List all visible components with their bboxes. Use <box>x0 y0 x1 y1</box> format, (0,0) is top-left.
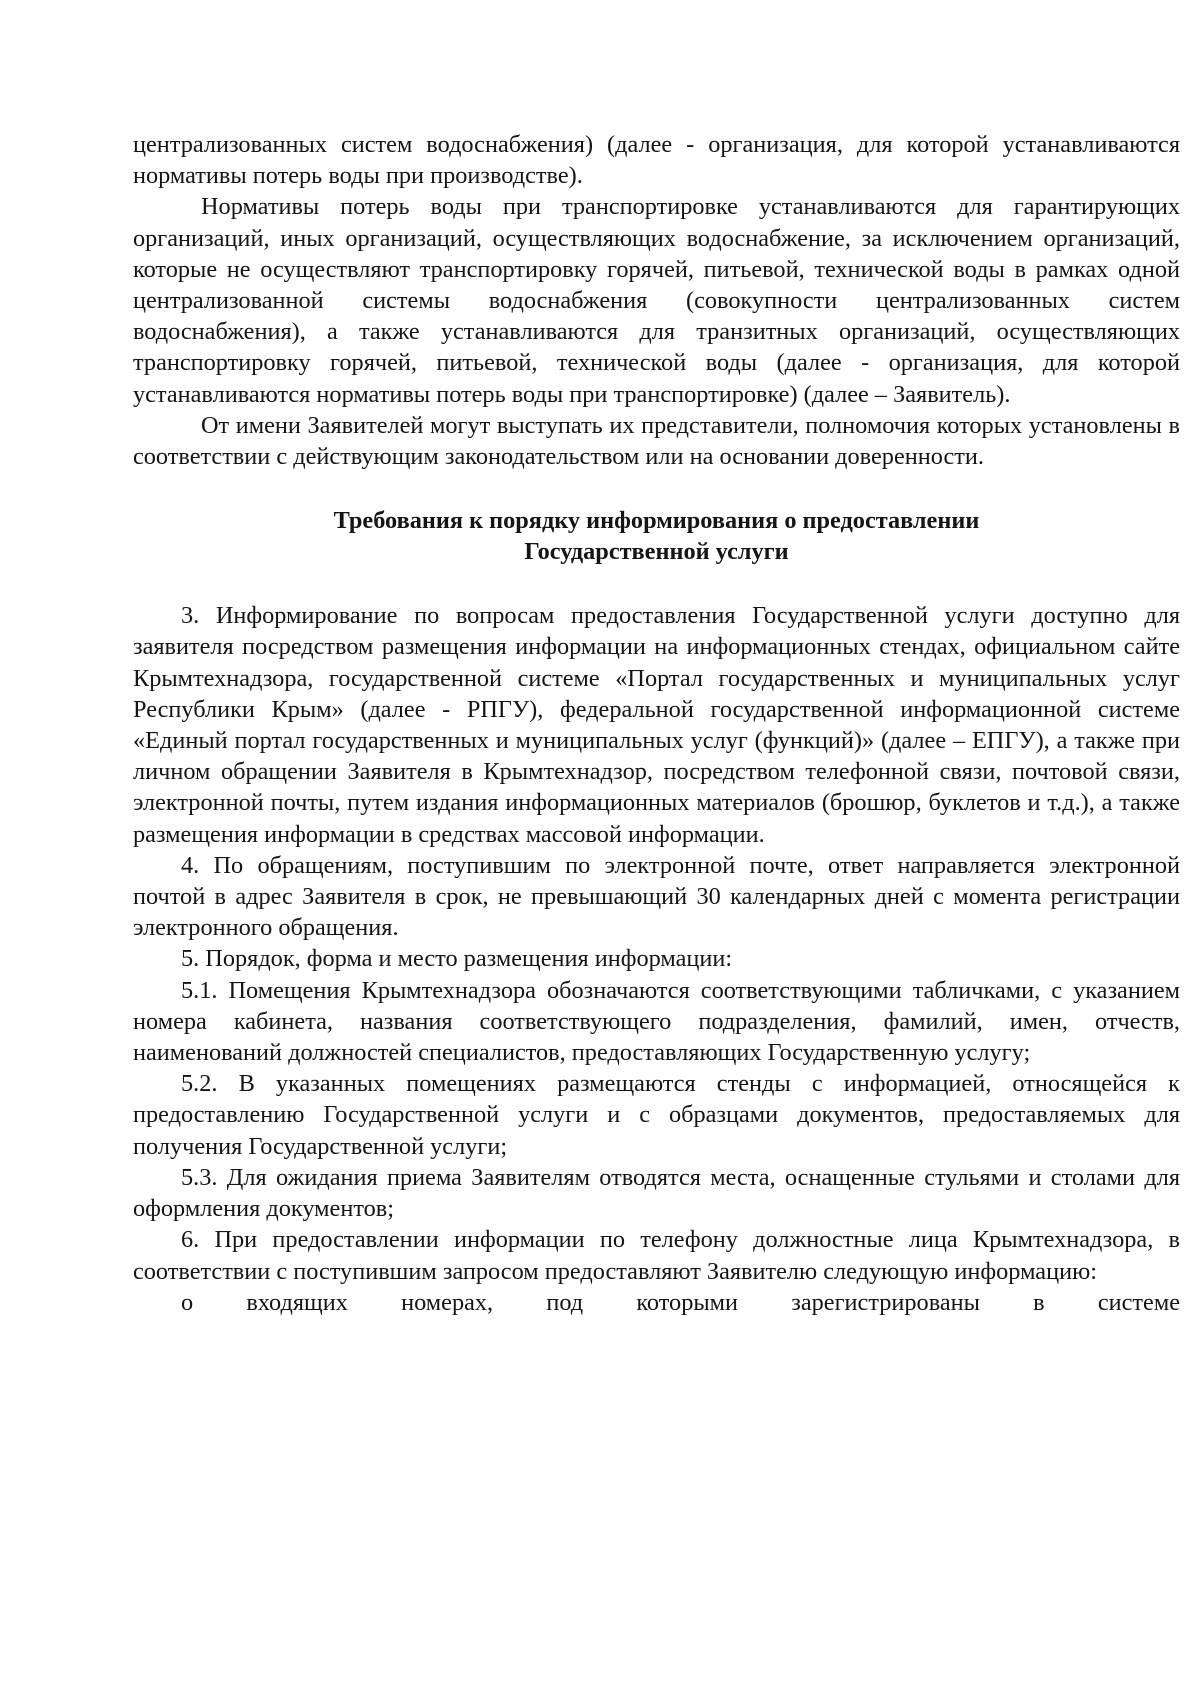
item-4: 4. По обращениям, поступившим по электронной почте, ответ направляется электронной почтой в адрес Заявителя в срок, не превышающий 30 календарных дней с момента регистрации электронного обращения. <box>133 851 1180 942</box>
paragraph-transport-losses: Нормативы потерь воды при транспортировке устанавливаются для гарантирующих организаций, иных организаций, осуществляющих водоснабжение, за исключением организаций, которые не осуществляют транспортировку горячей, питьевой, технической воды в рамках одной централизованной системы водоснабжения (совокупности централизованных систем водоснабжения), а также устанавливаются для транзитных организаций, осуществляющих транспортировку горячей, питьевой, технической воды (далее - организация, для которой устанавливаются нормативы потерь воды при транспортировке) (далее – Заявитель). <box>133 193 1180 408</box>
item-6: 6. При предоставлении информации по телефону должностные лица Крымтехнадзора, в соответствии с поступившим запросом предоставляют Заявителю следующую информацию: <box>133 1226 1180 1285</box>
item-5: 5. Порядок, форма и место размещения информации: <box>181 945 733 973</box>
last-line-word: номерах, <box>401 1288 494 1316</box>
paragraph-representatives: От имени Заявителей могут выступать их представители, полномочия которых установлены в соответствии с действующим законодательством или на основании доверенности. <box>133 411 1180 471</box>
item-3: 3. Информирование по вопросам предоставления Государственной услуги доступно для заявителя посредством размещения информации на информационных стендах, официальном сайте Крымтехнадзора, государственной системе «Портал государственных и муниципальных услуг Республики Крым» (далее - РПГУ), федеральной государственной информационной системе «Единый портал государственных и муниципальных услуг (функций)» (далее – ЕПГУ), а также при личном обращении Заявителя в Крымтехнадзор, посредством телефонной связи, почтовой связи, электронной почты, путем издания информационных материалов (брошюр, буклетов и т.д.), а также размещения информации в средствах массовой информации. <box>133 602 1180 848</box>
last-line-word: входящих <box>246 1288 348 1316</box>
last-line-word: системе <box>1097 1288 1180 1316</box>
section-heading <box>133 505 1180 567</box>
last-line-word: которыми <box>636 1288 739 1316</box>
item-5-1: 5.1. Помещения Крымтехнадзора обозначаются соответствующими табличками, с указанием номера кабинета, названия соответствующего подразделения, фамилий, имен, отчеств, наименований должностей специалистов, предоставляющих Государственную услугу; <box>133 976 1180 1067</box>
last-line-word: в <box>1033 1288 1045 1316</box>
list-item-incoming-numbers <box>133 1287 1180 1318</box>
document-page <box>133 129 1180 1318</box>
paragraph-organization-continued: централизованных систем водоснабжения) (далее - организация, для которой устанавливаются нормативы потерь воды при производстве). <box>133 131 1180 190</box>
section-heading-line-2: Государственной услуги <box>524 538 789 566</box>
last-line-word: под <box>546 1288 584 1316</box>
last-line-word: о <box>181 1288 194 1316</box>
section-heading-line-1: Требования к порядку информирования о предоставлении <box>333 507 980 535</box>
last-line-word: зарегистрированы <box>791 1288 980 1316</box>
item-5-3: 5.3. Для ожидания приема Заявителям отводятся места, оснащенные стульями и столами для оформления документов; <box>133 1163 1180 1223</box>
item-5-2: 5.2. В указанных помещениях размещаются стенды с информацией, относящейся к предоставлению Государственной услуги и с образцами документов, предоставляемых для получения Государственной услуги; <box>133 1070 1180 1160</box>
